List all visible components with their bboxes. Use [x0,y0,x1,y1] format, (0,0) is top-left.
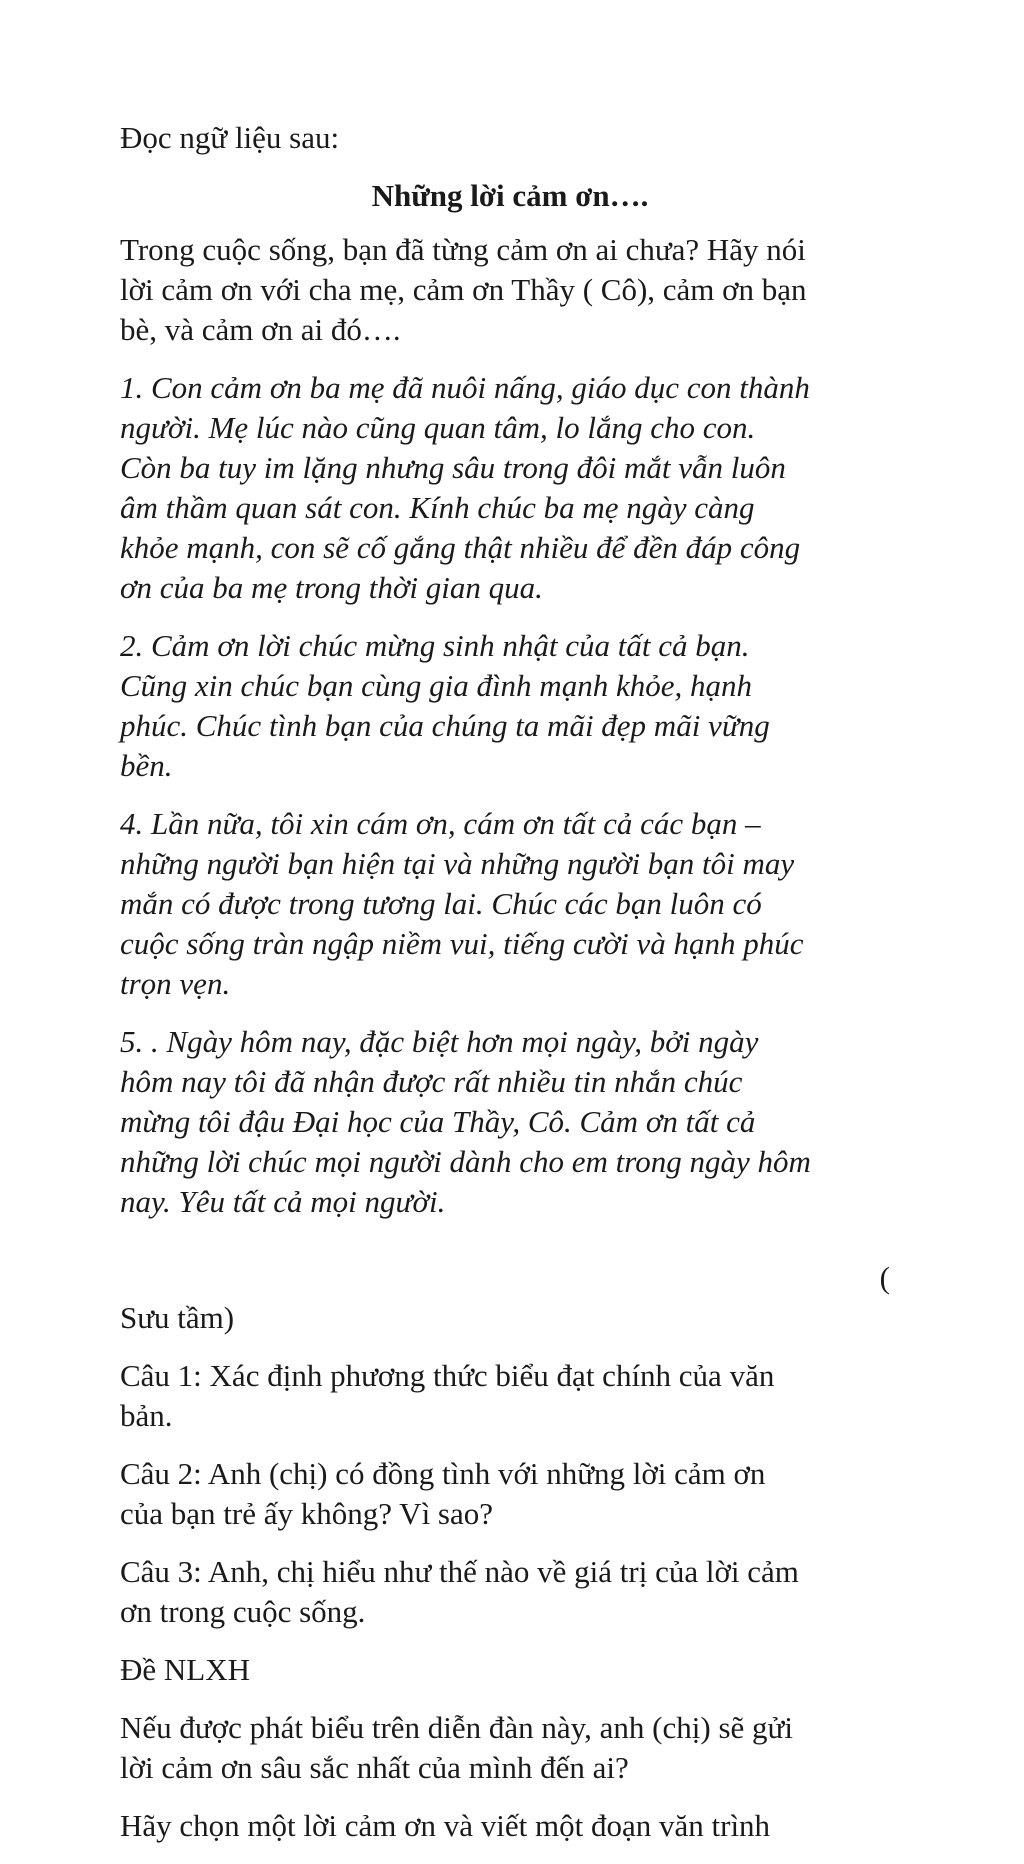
letter-5: 5. . Ngày hôm nay, đặc biệt hơn mọi ngày, bởi ngày hôm nay tôi đã nhận được rất nhiều tin nhắn chúc mừng tôi đậu Đại học của Thầy, Cô. Cảm ơn tất cả những lời chúc mọi người dành cho em trong ngày hôm nay. Yêu tất cả mọi người. [120,1024,811,1219]
question-1: Câu 1: Xác định phương thức biểu đạt chính của văn bản. [120,1358,775,1433]
question-2: Câu 2: Anh (chị) có đồng tình với những lời cảm ơn của bạn trẻ ấy không? Vì sao? [120,1456,766,1531]
document-page [120,118,900,1864]
source-open-paren: ( [879,1260,890,1295]
essay-heading: Đề NLXH [120,1652,250,1687]
intro-text: Đọc ngữ liệu sau: [120,120,340,155]
passage-paragraph: Trong cuộc sống, bạn đã từng cảm ơn ai chưa? Hãy nói lời cảm ơn với cha mẹ, cảm ơn Thầy ( Cô), cảm ơn bạn bè, và cảm ơn ai đó…. [120,232,807,347]
essay-prompt: Nếu được phát biểu trên diễn đàn này, anh (chị) sẽ gửi lời cảm ơn sâu sắc nhất của mình đến ai? [120,1710,793,1785]
question-3: Câu 3: Anh, chị hiểu như thế nào về giá trị của lời cảm ơn trong cuộc sống. [120,1554,799,1629]
essay-instruction-partial: Hãy chọn một lời cảm ơn và viết một đoạn văn trình [120,1808,771,1843]
source-attribution: Sưu tầm) [120,1300,235,1335]
letter-2: 2. Cảm ơn lời chúc mừng sinh nhật của tất cả bạn. Cũng xin chúc bạn cùng gia đình mạnh khỏe, hạnh phúc. Chúc tình bạn của chúng ta mãi đẹp mãi vững bền. [120,628,770,783]
passage-title: Những lời cảm ơn…. [371,178,649,213]
letter-1: 1. Con cảm ơn ba mẹ đã nuôi nấng, giáo dục con thành người. Mẹ lúc nào cũng quan tâm, lo lắng cho con. Còn ba tuy im lặng nhưng sâu trong đôi mắt vẫn luôn âm thầm quan sát con. Kính chúc ba mẹ ngày càng khỏe mạnh, con sẽ cố gắng thật nhiều để đền đáp công ơn của ba mẹ trong thời gian qua. [120,370,810,605]
letter-4: 4. Lần nữa, tôi xin cám ơn, cám ơn tất cả các bạn – những người bạn hiện tại và những người bạn tôi may mắn có được trong tương lai. Chúc các bạn luôn có cuộc sống tràn ngập niềm vui, tiếng cười và hạnh phúc trọn vẹn. [120,806,804,1001]
